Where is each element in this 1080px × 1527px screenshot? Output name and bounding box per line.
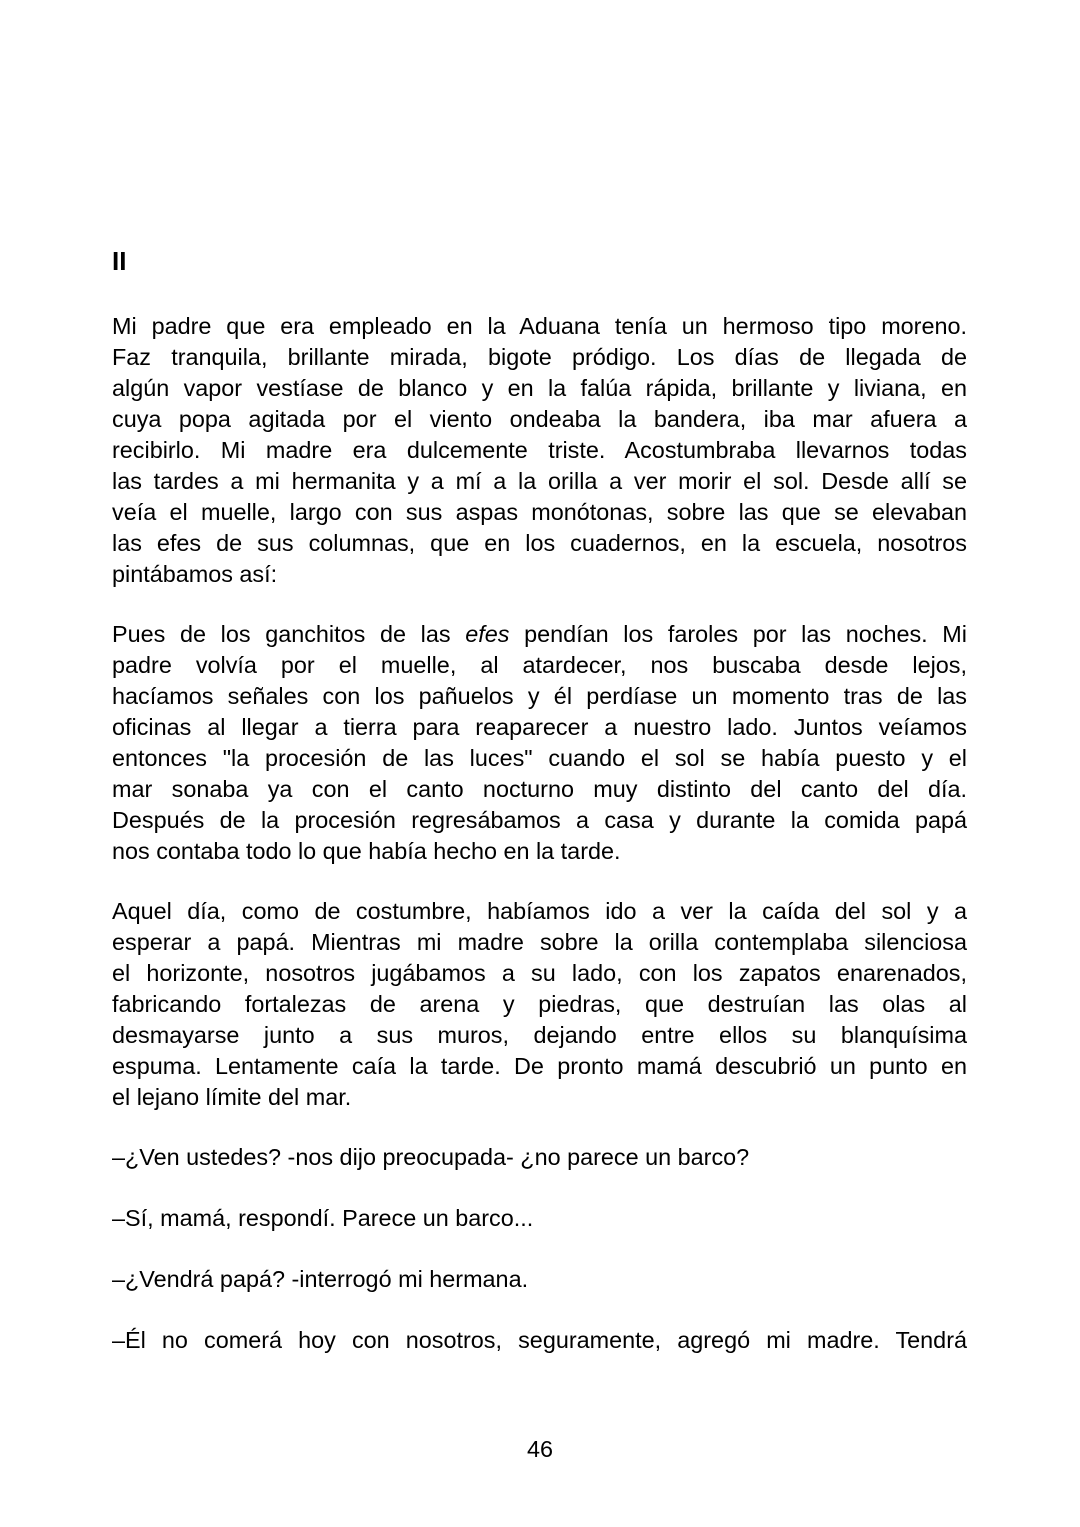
dialogue-line xyxy=(112,1325,967,1356)
text-line: las efes de sus columnas, que en los cuadernos, en la escuela, nosotros xyxy=(112,530,967,556)
text-line: padre volvía por el muelle, al atardecer, nos buscaba desde lejos, xyxy=(112,652,967,678)
dialogue-text: –¿Vendrá papá? -interrogó mi hermana. xyxy=(112,1266,529,1292)
paragraph-1 xyxy=(112,311,967,590)
dialogue-text: –Sí, mamá, respondí. Parece un barco... xyxy=(112,1205,534,1231)
text-line: Aquel día, como de costumbre, habíamos ido a ver la caída del sol y a xyxy=(112,898,967,924)
text-line: el horizonte, nosotros jugábamos a su lado, con los zapatos enarenados, xyxy=(112,960,967,986)
text-line: nos contaba todo lo que había hecho en la tarde. xyxy=(112,838,621,864)
text-line: veía el muelle, largo con sus aspas monótonas, sobre las que se elevaban xyxy=(112,499,967,525)
text-line: espuma. Lentamente caía la tarde. De pronto mamá descubrió un punto en xyxy=(112,1053,967,1079)
chapter-heading: II xyxy=(112,246,127,276)
text-segment: pendían los faroles por las noches. Mi xyxy=(509,621,967,647)
dialogue-text: –Él no comerá hoy con nosotros, seguramente, agregó mi madre. Tendrá xyxy=(112,1327,967,1353)
text-line: oficinas al llegar a tierra para reaparecer a nuestro lado. Juntos veíamos xyxy=(112,714,967,740)
text-segment: Pues de los ganchitos de las xyxy=(112,621,466,647)
text-line: algún vapor vestíase de blanco y en la falúa rápida, brillante y liviana, en xyxy=(112,375,967,401)
text-line: cuya popa agitada por el viento ondeaba la bandera, iba mar afuera a xyxy=(112,406,967,432)
text-line: Faz tranquila, brillante mirada, bigote pródigo. Los días de llegada de xyxy=(112,344,967,370)
text-line: esperar a papá. Mientras mi madre sobre la orilla contemplaba silenciosa xyxy=(112,929,967,955)
text-line: mar sonaba ya con el canto nocturno muy distinto del canto del día. xyxy=(112,776,967,802)
text-line: las tardes a mi hermanita y a mí a la orilla a ver morir el sol. Desde allí se xyxy=(112,468,967,494)
text-line: pintábamos así: xyxy=(112,561,278,587)
text-line: entonces "la procesión de las luces" cuando el sol se había puesto y el xyxy=(112,745,967,771)
paragraph-2 xyxy=(112,619,967,867)
text-line: hacíamos señales con los pañuelos y él perdíase un momento tras de las xyxy=(112,683,967,709)
text-line: fabricando fortalezas de arena y piedras, que destruían las olas al xyxy=(112,991,967,1017)
text-line: Después de la procesión regresábamos a casa y durante la comida papá xyxy=(112,807,967,833)
page-body xyxy=(112,311,967,1386)
dialogue-line xyxy=(112,1203,967,1234)
paragraph-3 xyxy=(112,896,967,1113)
dialogue-line xyxy=(112,1142,967,1173)
dialogue-line xyxy=(112,1264,967,1295)
text-line xyxy=(112,619,967,650)
text-line: el lejano límite del mar. xyxy=(112,1084,352,1110)
text-line: desmayarse junto a sus muros, dejando entre ellos su blanquísima xyxy=(112,1022,967,1048)
page-number: 46 xyxy=(526,1436,554,1462)
dialogue-text: –¿Ven ustedes? -nos dijo preocupada- ¿no parece un barco? xyxy=(112,1144,750,1170)
text-line: recibirlo. Mi madre era dulcemente triste. Acostumbraba llevarnos todas xyxy=(112,437,967,463)
italic-word: efes xyxy=(465,621,510,647)
text-line: Mi padre que era empleado en la Aduana tenía un hermoso tipo moreno. xyxy=(112,313,967,339)
